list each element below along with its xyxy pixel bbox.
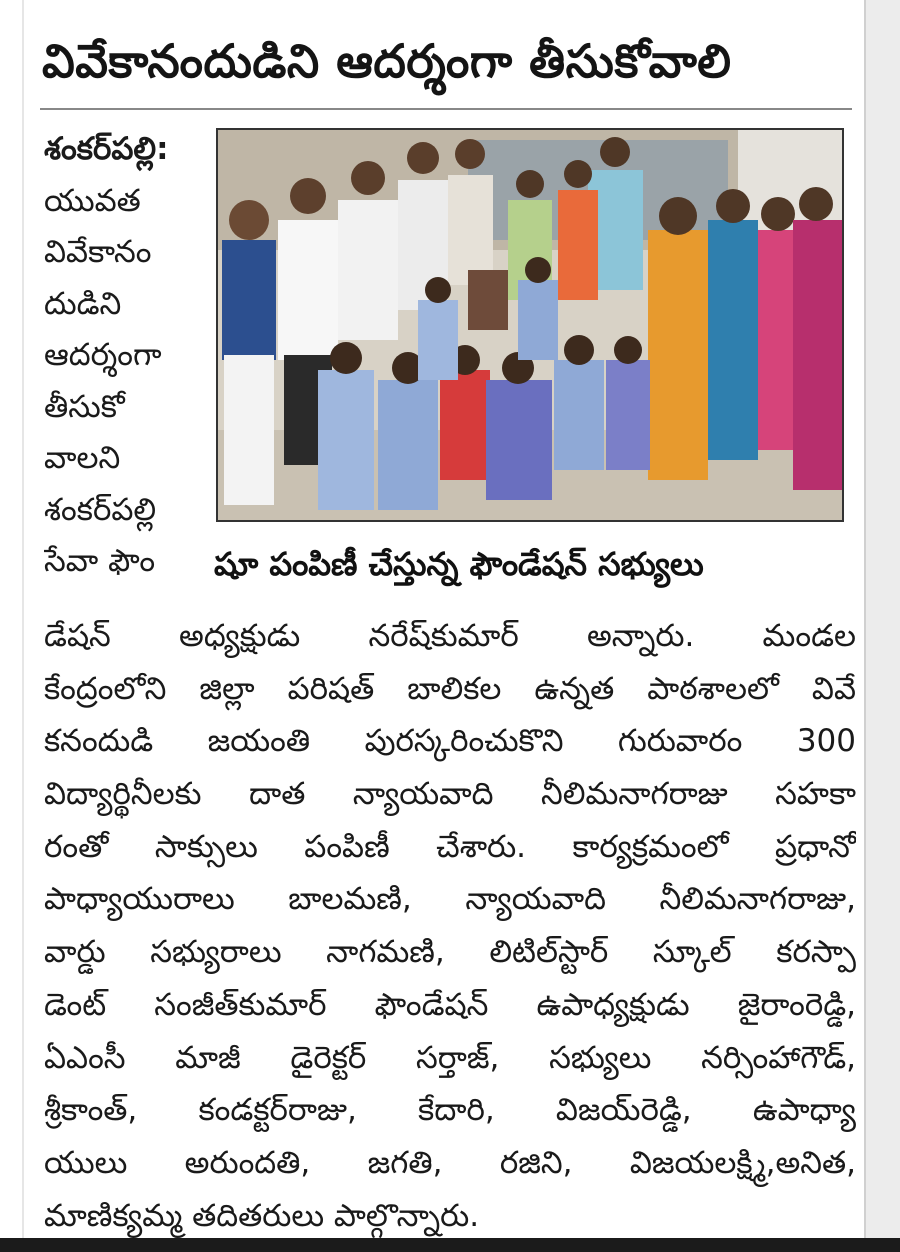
column-line: తీసుకో <box>44 388 125 425</box>
article-headline: వివేకానందుడిని ఆదర్శంగా తీసుకోవాలి <box>42 34 732 88</box>
article-body <box>44 610 856 1242</box>
body-line: వార్డు సభ్యురాలు నాగమణి, లిటిల్‌స్టార్ స్కూల్ కరస్పా <box>44 934 856 971</box>
group-photo-illustration <box>218 130 842 520</box>
column-line: సేవా ఫౌం <box>44 543 156 579</box>
column-line: ఆదర్శంగా <box>44 337 162 373</box>
body-line: కనందుడి జయంతి పురస్కరించుకొని గురువారం 300 <box>44 723 856 760</box>
bottom-bar <box>0 1238 900 1252</box>
column-line: వాలని <box>44 440 121 476</box>
body-line: డేషన్ అధ్యక్షుడు నరేష్‌కుమార్ అన్నారు. మండల <box>44 618 856 654</box>
column-line: శంకర్‌పల్లి <box>44 491 157 528</box>
body-line: యులు అరుందతి, జగతి, రజిని, విజయలక్ష్మి,అనిత, <box>44 1144 856 1181</box>
body-line: మాణిక్యమ్మ తదితరులు పాల్గొన్నారు. <box>44 1197 480 1234</box>
news-photo <box>216 128 844 522</box>
body-line: ఏఎంసీ మాజీ డైరెక్టర్ సర్తాజ్, సభ్యులు నర్సింహాగౌడ్, <box>44 1039 856 1076</box>
column-line: వివేకానం <box>44 234 152 270</box>
left-margin <box>0 0 24 1252</box>
body-line: రంతో సాక్సులు పంపిణీ చేశారు. కార్యక్రమంలో ప్రధానో <box>44 828 856 865</box>
body-line: పాధ్యాయురాలు బాలమణి, న్యాయవాది నీలిమనాగరాజు, <box>44 881 856 918</box>
column-line: యువత <box>44 182 141 219</box>
right-margin <box>864 0 900 1252</box>
body-line: విద్యార్థినీలకు దాత న్యాయవాది నీలిమనాగరాజు సహకా <box>44 776 856 813</box>
photo-caption: షూ పంపిణీ చేస్తున్న ఫౌండేషన్ సభ్యులు <box>214 545 704 583</box>
body-line: శ్రీకాంత్, కండక్టర్‌రాజు, కేదారి, విజయ్‌రెడ్డి, ఉపాధ్యా <box>44 1092 856 1129</box>
headline-divider <box>40 108 852 110</box>
dateline: శంకర్‌పల్లి: <box>44 131 169 167</box>
body-line: డెంట్ సంజీత్‌కుమార్ ఫౌండేషన్ ఉపాధ్యక్షుడు జైరాంరెడ్డి, <box>44 986 856 1023</box>
narrow-column <box>44 124 210 588</box>
column-line: దుడిని <box>44 285 122 322</box>
body-line: కేంద్రంలోని జిల్లా పరిషత్ బాలికల ఉన్నత పాఠశాలలో వివే <box>44 670 856 707</box>
